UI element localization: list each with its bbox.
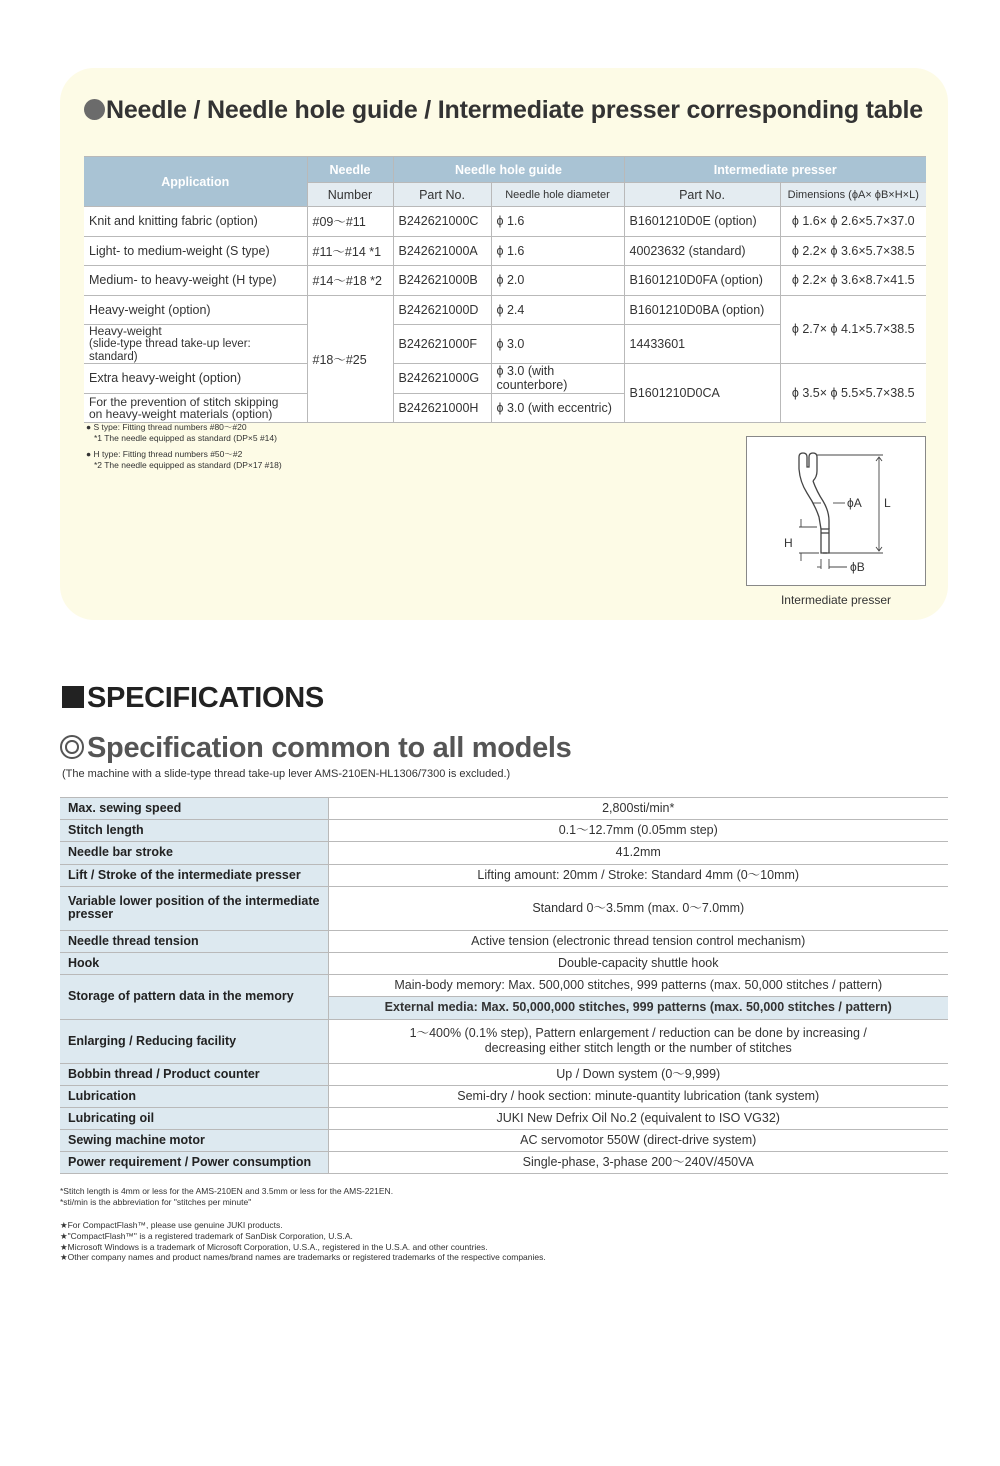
spec-row — [60, 1085, 948, 1107]
spec-label: Enlarging / Reducing facility — [60, 1019, 328, 1063]
black-square-icon — [62, 686, 84, 708]
corresponding-table — [84, 156, 926, 423]
cell-part-no: B242621000C — [393, 207, 491, 237]
spec-value: Double-capacity shuttle hook — [328, 952, 948, 974]
spec-row — [60, 930, 948, 952]
table-notes — [86, 422, 282, 471]
spec-value: Up / Down system (0～9,999) — [328, 1063, 948, 1085]
cell-needle: #18～#25 — [307, 295, 393, 423]
spec-label: Max. sewing speed — [60, 798, 328, 820]
cell-part-no: B242621000D — [393, 295, 491, 325]
spec-row — [60, 1019, 948, 1063]
cell-diameter: ϕ 2.0 — [491, 266, 624, 296]
header-needle: Needle — [307, 157, 393, 183]
presser-drawing-icon — [747, 437, 925, 585]
cell-part-no: B242621000B — [393, 266, 491, 296]
spec-label: Needle thread tension — [60, 930, 328, 952]
cell-application: For the prevention of stitch skipping on heavy-weight materials (option) — [84, 393, 307, 423]
cell-dimensions: ϕ 2.2× ϕ 3.6×5.7×38.5 — [780, 236, 926, 266]
cell-dimensions: ϕ 3.5× ϕ 5.5×5.7×38.5 — [780, 364, 926, 423]
trademark-note: ★"CompactFlash™" is a registered trademark of SanDisk Corporation, U.S.A. — [60, 1230, 353, 1241]
header-dimensions: Dimensions (ϕA× ϕB×H×L) — [780, 183, 926, 207]
cell-diameter: ϕ 2.4 — [491, 295, 624, 325]
spec-row — [60, 886, 948, 930]
trademark-note: ★Microsoft Windows is a trademark of Microsoft Corporation, U.S.A., registered in the U.S.A. and other countries. — [60, 1241, 488, 1252]
spec-footnotes — [60, 1186, 393, 1208]
cell-part-no: B242621000F — [393, 325, 491, 364]
cell-dimensions: ϕ 2.2× ϕ 3.6×8.7×41.5 — [780, 266, 926, 296]
cell-needle: #14～#18 *2 — [307, 266, 393, 296]
spec-row — [60, 952, 948, 974]
trademark-note: ★For CompactFlash™, please use genuine JUKI products. — [60, 1220, 283, 1230]
spec-label: Lubrication — [60, 1085, 328, 1107]
spec-label: Needle bar stroke — [60, 842, 328, 864]
label-phi-b: ϕB — [850, 560, 865, 574]
cell-application: Heavy-weight (slide-type thread take-up lever: standard) — [84, 325, 307, 364]
spec-row — [60, 1130, 948, 1152]
header-application: Application — [84, 157, 307, 207]
header-needle-hole-guide: Needle hole guide — [393, 157, 624, 183]
cell-presser: 14433601 — [624, 325, 780, 364]
spec-value: 1～400% (0.1% step), Pattern enlargement / reduction can be done by increasing / decreasing either stitch length or the number of stitches — [328, 1019, 948, 1063]
specifications-table — [60, 797, 948, 1174]
bullet-circle-icon — [84, 99, 105, 120]
cell-part-no: B242621000G — [393, 364, 491, 394]
note-1: *1 The needle equipped as standard (DP×5 #14) — [94, 433, 277, 443]
cell-dimensions: ϕ 1.6× ϕ 2.6×5.7×37.0 — [780, 207, 926, 237]
footnote-sti-min: *sti/min is the abbreviation for "stitches per minute" — [60, 1197, 252, 1207]
spec-label: Sewing machine motor — [60, 1130, 328, 1152]
footnote-stitch-length: *Stitch length is 4mm or less for the AMS-210EN and 3.5mm or less for the AMS-221EN. — [60, 1186, 394, 1196]
cell-needle: #11～#14 *1 — [307, 236, 393, 266]
table-row — [84, 266, 926, 296]
table-row — [84, 364, 926, 394]
cell-diameter: ϕ 1.6 — [491, 207, 624, 237]
spec-label: Lubricating oil — [60, 1107, 328, 1129]
spec-value: 2,800sti/min* — [328, 798, 948, 820]
trademark-notes — [60, 1220, 546, 1263]
spec-row — [60, 975, 948, 997]
spec-value: Semi-dry / hook section: minute-quantity lubrication (tank system) — [328, 1085, 948, 1107]
table-row — [84, 236, 926, 266]
note-s-type: ● S type: Fitting thread numbers #80～#20 — [86, 422, 247, 432]
corresponding-table-title: Needle / Needle hole guide / Intermediate presser corresponding table — [84, 96, 923, 125]
table-row — [84, 207, 926, 237]
spec-label: Hook — [60, 952, 328, 974]
label-l: L — [884, 496, 891, 510]
common-spec-subnote: (The machine with a slide-type thread take-up lever AMS-210EN-HL1306/7300 is excluded.) — [62, 768, 511, 780]
spec-value: Main-body memory: Max. 500,000 stitches, 999 patterns (max. 50,000 stitches / pattern) — [328, 975, 948, 997]
spec-row — [60, 864, 948, 886]
common-spec-title: Specification common to all models — [60, 732, 572, 765]
header-part-no: Part No. — [393, 183, 491, 207]
spec-row — [60, 1107, 948, 1129]
trademark-note: ★Other company names and product names/brand names are trademarks or registered trademarks of the respective companies. — [60, 1252, 546, 1263]
spec-row — [60, 798, 948, 820]
note-2: *2 The needle equipped as standard (DP×17 #18) — [94, 460, 282, 470]
header-needle-hole-diameter: Needle hole diameter — [491, 183, 624, 207]
cell-application: Light- to medium-weight (S type) — [84, 236, 307, 266]
spec-value: Single-phase, 3-phase 200～240V/450VA — [328, 1152, 948, 1174]
spec-value: JUKI New Defrix Oil No.2 (equivalent to ISO VG32) — [328, 1107, 948, 1129]
spec-row — [60, 1063, 948, 1085]
spec-label: Bobbin thread / Product counter — [60, 1063, 328, 1085]
spec-label: Lift / Stroke of the intermediate presser — [60, 864, 328, 886]
spec-value: Standard 0～3.5mm (max. 0～7.0mm) — [328, 886, 948, 930]
spec-label: Storage of pattern data in the memory — [60, 975, 328, 1019]
note-h-type: ● H type: Fitting thread numbers #50～#2 — [86, 449, 243, 459]
cell-diameter: ϕ 3.0 — [491, 325, 624, 364]
cell-needle: #09～#11 — [307, 207, 393, 237]
spec-label: Power requirement / Power consumption — [60, 1152, 328, 1174]
cell-diameter: ϕ 1.6 — [491, 236, 624, 266]
cell-presser: B1601210D0CA — [624, 364, 780, 423]
spec-value: 41.2mm — [328, 842, 948, 864]
cell-part-no: B242621000H — [393, 393, 491, 423]
spec-value: AC servomotor 550W (direct-drive system) — [328, 1130, 948, 1152]
spec-row — [60, 820, 948, 842]
cell-dimensions: ϕ 2.7× ϕ 4.1×5.7×38.5 — [780, 295, 926, 364]
spec-row — [60, 842, 948, 864]
spec-value: 0.1～12.7mm (0.05mm step) — [328, 820, 948, 842]
cell-presser: B1601210D0E (option) — [624, 207, 780, 237]
header-number: Number — [307, 183, 393, 207]
cell-presser: 40023632 (standard) — [624, 236, 780, 266]
cell-presser: B1601210D0FA (option) — [624, 266, 780, 296]
label-h: H — [784, 536, 793, 550]
diagram-caption: Intermediate presser — [780, 593, 892, 607]
header-intermediate-presser: Intermediate presser — [624, 157, 926, 183]
double-circle-icon — [60, 735, 84, 759]
cell-application: Knit and knitting fabric (option) — [84, 207, 307, 237]
cell-presser: B1601210D0BA (option) — [624, 295, 780, 325]
cell-application: Medium- to heavy-weight (H type) — [84, 266, 307, 296]
spec-label: Stitch length — [60, 820, 328, 842]
header-presser-part-no: Part No. — [624, 183, 780, 207]
specifications-title: SPECIFICATIONS — [62, 682, 324, 715]
spec-row — [60, 1152, 948, 1174]
cell-application: Heavy-weight (option) — [84, 295, 307, 325]
cell-diameter: ϕ 3.0 (with counterbore) — [491, 364, 624, 394]
label-phi-a: ϕA — [847, 496, 862, 510]
spec-value: Lifting amount: 20mm / Stroke: Standard 4mm (0～10mm) — [328, 864, 948, 886]
table-row — [84, 295, 926, 325]
cell-part-no: B242621000A — [393, 236, 491, 266]
spec-value: Active tension (electronic thread tension control mechanism) — [328, 930, 948, 952]
cell-application: Extra heavy-weight (option) — [84, 364, 307, 394]
cell-diameter: ϕ 3.0 (with eccentric) — [491, 393, 624, 423]
spec-value: External media: Max. 50,000,000 stitches, 999 patterns (max. 50,000 stitches / pattern) — [328, 997, 948, 1019]
spec-label: Variable lower position of the intermediate presser — [60, 886, 328, 930]
intermediate-presser-diagram — [746, 436, 926, 586]
